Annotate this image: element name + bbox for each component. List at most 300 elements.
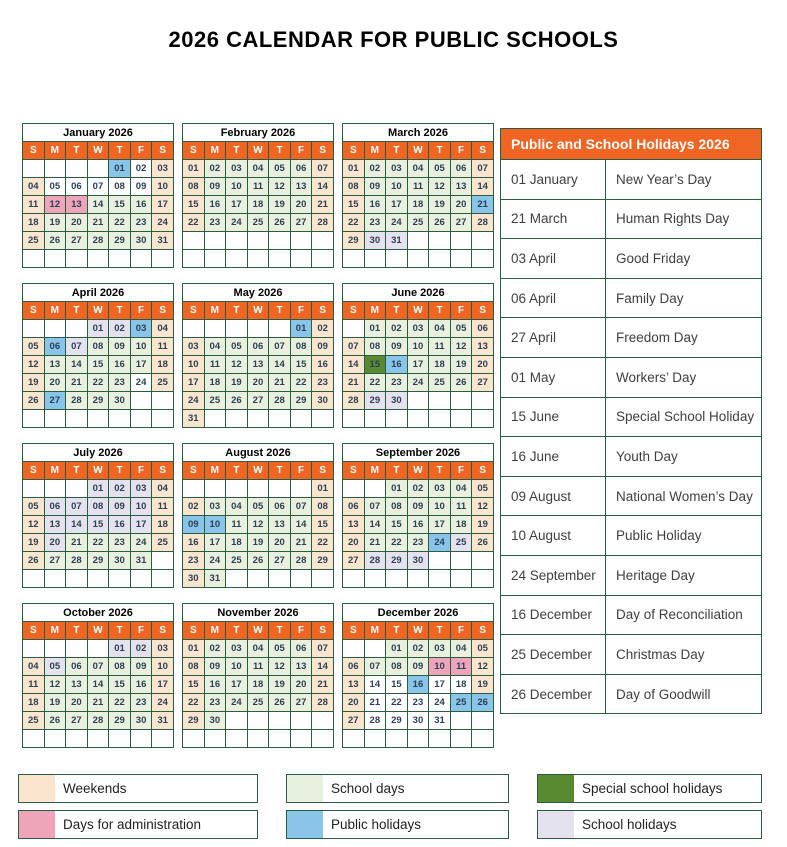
day-cell: 04: [152, 480, 174, 498]
holiday-row: [501, 436, 761, 476]
day-cell: 25: [226, 552, 248, 570]
empty-cell: [87, 250, 109, 268]
empty-cell: [450, 570, 472, 588]
holiday-row: [501, 199, 761, 239]
day-cell: 26: [269, 214, 291, 232]
empty-cell: [247, 730, 269, 748]
day-cell: 28: [312, 214, 334, 232]
day-cell: 23: [130, 214, 152, 232]
day-cell: 20: [343, 534, 365, 552]
weekday-header: S: [472, 622, 494, 640]
day-cell: 29: [290, 392, 312, 410]
empty-cell: [407, 570, 429, 588]
day-cell: 17: [183, 374, 205, 392]
weekday-header: M: [44, 622, 66, 640]
empty-cell: [450, 392, 472, 410]
empty-cell: [44, 320, 66, 338]
empty-cell: [429, 730, 451, 748]
day-cell: 23: [204, 214, 226, 232]
empty-cell: [290, 480, 312, 498]
month-november: [182, 603, 334, 748]
day-cell: 29: [386, 552, 408, 570]
day-cell: 18: [247, 676, 269, 694]
day-cell: 12: [247, 516, 269, 534]
day-cell: 19: [472, 676, 494, 694]
legend-swatch: [538, 775, 574, 802]
day-cell: 14: [66, 356, 88, 374]
day-cell: 21: [312, 676, 334, 694]
day-cell: 14: [66, 516, 88, 534]
holiday-date: 26 December: [501, 675, 606, 714]
day-cell: 23: [109, 374, 131, 392]
weekday-header: T: [226, 302, 248, 320]
weekday-header: W: [247, 462, 269, 480]
day-cell: 27: [290, 694, 312, 712]
day-cell: 09: [130, 178, 152, 196]
empty-cell: [109, 410, 131, 428]
weekday-header: T: [429, 142, 451, 160]
day-cell: 24: [130, 374, 152, 392]
day-cell: 01: [290, 320, 312, 338]
empty-cell: [364, 250, 386, 268]
day-cell: 20: [472, 356, 494, 374]
weekday-header: W: [247, 142, 269, 160]
empty-cell: [130, 410, 152, 428]
weekday-header: M: [44, 462, 66, 480]
empty-cell: [66, 410, 88, 428]
day-cell: 03: [204, 498, 226, 516]
day-cell: 31: [429, 712, 451, 730]
weekday-header: T: [269, 302, 291, 320]
holiday-name: Freedom Day: [616, 330, 698, 346]
holiday-row: [501, 159, 761, 199]
weekday-header: F: [290, 622, 312, 640]
day-cell: 02: [130, 160, 152, 178]
day-cell: 10: [130, 498, 152, 516]
day-cell: 25: [152, 374, 174, 392]
holiday-name: Heritage Day: [616, 567, 695, 583]
holiday-name: Day of Reconciliation: [616, 607, 743, 623]
empty-cell: [269, 570, 291, 588]
day-cell: 02: [204, 160, 226, 178]
day-cell: 25: [450, 694, 472, 712]
weekday-header: S: [472, 462, 494, 480]
months-grid: [22, 123, 494, 748]
day-cell: 31: [130, 552, 152, 570]
empty-cell: [87, 730, 109, 748]
day-cell: 10: [152, 178, 174, 196]
month-title: July 2026: [23, 444, 174, 462]
day-cell: 20: [66, 694, 88, 712]
day-cell: 28: [364, 552, 386, 570]
day-cell: 19: [23, 374, 45, 392]
day-cell: 13: [66, 196, 88, 214]
day-cell: 31: [152, 712, 174, 730]
day-cell: 03: [130, 320, 152, 338]
month-january: [22, 123, 174, 268]
day-cell: 18: [407, 196, 429, 214]
weekday-header: T: [269, 622, 291, 640]
day-cell: 04: [226, 498, 248, 516]
empty-cell: [226, 480, 248, 498]
day-cell: 29: [364, 392, 386, 410]
empty-cell: [407, 392, 429, 410]
day-cell: 15: [87, 356, 109, 374]
day-cell: 26: [429, 214, 451, 232]
day-cell: 05: [226, 338, 248, 356]
day-cell: 20: [450, 196, 472, 214]
day-cell: 19: [429, 196, 451, 214]
day-cell: 23: [407, 534, 429, 552]
day-cell: 15: [386, 676, 408, 694]
empty-cell: [44, 250, 66, 268]
empty-cell: [44, 160, 66, 178]
day-cell: 01: [87, 480, 109, 498]
day-cell: 16: [204, 196, 226, 214]
empty-cell: [290, 250, 312, 268]
holiday-name: Family Day: [616, 290, 684, 306]
day-cell: 27: [269, 552, 291, 570]
month-title: December 2026: [343, 604, 494, 622]
weekday-header: M: [204, 462, 226, 480]
empty-cell: [450, 552, 472, 570]
month-september: [342, 443, 494, 588]
day-cell: 15: [109, 676, 131, 694]
day-cell: 25: [429, 374, 451, 392]
day-cell: 30: [364, 232, 386, 250]
day-cell: 05: [472, 480, 494, 498]
month-may: [182, 283, 334, 428]
legend-item-days-for-administration: [18, 810, 258, 839]
day-cell: 04: [204, 338, 226, 356]
day-cell: 19: [269, 676, 291, 694]
day-cell: 27: [343, 712, 365, 730]
day-cell: 08: [386, 658, 408, 676]
day-cell: 12: [472, 498, 494, 516]
empty-cell: [429, 570, 451, 588]
day-cell: 17: [152, 676, 174, 694]
empty-cell: [429, 232, 451, 250]
day-cell: 25: [247, 214, 269, 232]
weekday-header: F: [290, 302, 312, 320]
empty-cell: [87, 410, 109, 428]
empty-cell: [450, 712, 472, 730]
day-cell: 19: [226, 374, 248, 392]
empty-cell: [66, 250, 88, 268]
day-cell: 29: [109, 232, 131, 250]
day-cell: 08: [312, 498, 334, 516]
holiday-row: [501, 476, 761, 516]
weekday-header: T: [109, 302, 131, 320]
legend-item-school-holidays: [537, 810, 762, 839]
empty-cell: [386, 410, 408, 428]
empty-cell: [109, 570, 131, 588]
day-cell: 29: [183, 712, 205, 730]
day-cell: 11: [407, 178, 429, 196]
empty-cell: [66, 570, 88, 588]
weekday-header: T: [66, 142, 88, 160]
day-cell: 17: [226, 676, 248, 694]
day-cell: 13: [290, 658, 312, 676]
day-cell: 13: [44, 356, 66, 374]
day-cell: 17: [429, 516, 451, 534]
day-cell: 02: [407, 480, 429, 498]
empty-cell: [247, 232, 269, 250]
day-cell: 27: [247, 392, 269, 410]
day-cell: 06: [247, 338, 269, 356]
holiday-row: [501, 634, 761, 674]
day-cell: 29: [343, 232, 365, 250]
day-cell: 07: [66, 338, 88, 356]
empty-cell: [23, 640, 45, 658]
weekday-header: S: [23, 302, 45, 320]
day-cell: 01: [364, 320, 386, 338]
day-cell: 10: [226, 658, 248, 676]
day-cell: 13: [269, 516, 291, 534]
day-cell: 08: [183, 178, 205, 196]
day-cell: 07: [269, 338, 291, 356]
day-cell: 28: [472, 214, 494, 232]
empty-cell: [312, 250, 334, 268]
empty-cell: [87, 640, 109, 658]
day-cell: 22: [183, 214, 205, 232]
empty-cell: [312, 410, 334, 428]
day-cell: 28: [66, 552, 88, 570]
weekday-header: W: [407, 622, 429, 640]
day-cell: 13: [450, 178, 472, 196]
empty-cell: [386, 250, 408, 268]
day-cell: 05: [23, 498, 45, 516]
day-cell: 25: [204, 392, 226, 410]
day-cell: 11: [23, 676, 45, 694]
holiday-row: [501, 238, 761, 278]
day-cell: 07: [66, 498, 88, 516]
day-cell: 07: [312, 640, 334, 658]
empty-cell: [183, 250, 205, 268]
weekday-header: F: [450, 302, 472, 320]
day-cell: 09: [364, 178, 386, 196]
empty-cell: [152, 250, 174, 268]
weekday-header: S: [472, 142, 494, 160]
month-title: September 2026: [343, 444, 494, 462]
day-cell: 05: [269, 160, 291, 178]
day-cell: 20: [343, 694, 365, 712]
weekday-header: S: [312, 462, 334, 480]
empty-cell: [44, 480, 66, 498]
day-cell: 30: [130, 712, 152, 730]
day-cell: 01: [109, 640, 131, 658]
month-october: [22, 603, 174, 748]
day-cell: 26: [450, 374, 472, 392]
weekday-header: S: [183, 302, 205, 320]
weekday-header: S: [343, 622, 365, 640]
day-cell: 22: [183, 694, 205, 712]
day-cell: 17: [429, 676, 451, 694]
weekday-header: T: [66, 622, 88, 640]
empty-cell: [247, 480, 269, 498]
empty-cell: [343, 250, 365, 268]
day-cell: 15: [109, 196, 131, 214]
weekday-header: W: [247, 622, 269, 640]
weekday-header: M: [364, 622, 386, 640]
day-cell: 16: [386, 356, 408, 374]
weekday-header: S: [343, 142, 365, 160]
day-cell: 24: [204, 552, 226, 570]
empty-cell: [66, 730, 88, 748]
day-cell: 21: [364, 534, 386, 552]
empty-cell: [343, 410, 365, 428]
empty-cell: [44, 570, 66, 588]
day-cell: 28: [343, 392, 365, 410]
day-cell: 12: [226, 356, 248, 374]
day-cell: 07: [312, 160, 334, 178]
holiday-name: Day of Goodwill: [616, 686, 711, 702]
day-cell: 09: [312, 338, 334, 356]
empty-cell: [472, 410, 494, 428]
day-cell: 14: [87, 676, 109, 694]
holiday-name: Workers’ Day: [616, 369, 697, 385]
empty-cell: [343, 320, 365, 338]
empty-cell: [152, 410, 174, 428]
day-cell: 18: [429, 356, 451, 374]
holiday-row: [501, 397, 761, 437]
day-cell: 28: [312, 694, 334, 712]
holiday-row: [501, 595, 761, 635]
day-cell: 02: [364, 160, 386, 178]
day-cell: 26: [44, 712, 66, 730]
day-cell: 12: [269, 178, 291, 196]
legend-label: Special school holidays: [582, 781, 723, 796]
day-cell: 27: [290, 214, 312, 232]
day-cell: 19: [44, 214, 66, 232]
day-cell: 12: [472, 658, 494, 676]
day-cell: 17: [386, 196, 408, 214]
empty-cell: [386, 570, 408, 588]
empty-cell: [386, 730, 408, 748]
day-cell: 30: [204, 712, 226, 730]
day-cell: 08: [290, 338, 312, 356]
holiday-date: 01 January: [501, 160, 606, 199]
empty-cell: [407, 232, 429, 250]
day-cell: 06: [343, 658, 365, 676]
weekday-header: M: [364, 142, 386, 160]
day-cell: 23: [407, 694, 429, 712]
day-cell: 29: [386, 712, 408, 730]
holiday-date: 27 April: [501, 318, 606, 357]
empty-cell: [472, 712, 494, 730]
day-cell: 11: [23, 196, 45, 214]
day-cell: 10: [130, 338, 152, 356]
legend-item-weekends: [18, 774, 258, 803]
empty-cell: [23, 160, 45, 178]
weekday-header: T: [429, 622, 451, 640]
month-july: [22, 443, 174, 588]
day-cell: 10: [204, 516, 226, 534]
weekday-header: T: [109, 622, 131, 640]
weekday-header: F: [290, 462, 312, 480]
empty-cell: [204, 250, 226, 268]
day-cell: 22: [87, 374, 109, 392]
day-cell: 30: [312, 392, 334, 410]
empty-cell: [269, 320, 291, 338]
weekday-header: M: [204, 622, 226, 640]
holiday-name: National Women’s Day: [616, 488, 753, 504]
day-cell: 31: [204, 570, 226, 588]
day-cell: 04: [152, 320, 174, 338]
day-cell: 24: [130, 534, 152, 552]
day-cell: 18: [247, 196, 269, 214]
day-cell: 22: [87, 534, 109, 552]
month-title: May 2026: [183, 284, 334, 302]
day-cell: 02: [109, 320, 131, 338]
empty-cell: [450, 232, 472, 250]
empty-cell: [290, 730, 312, 748]
weekday-header: F: [290, 142, 312, 160]
day-cell: 31: [386, 232, 408, 250]
month-title: April 2026: [23, 284, 174, 302]
day-cell: 24: [429, 534, 451, 552]
day-cell: 26: [472, 694, 494, 712]
empty-cell: [429, 410, 451, 428]
day-cell: 03: [226, 160, 248, 178]
day-cell: 05: [44, 658, 66, 676]
empty-cell: [183, 232, 205, 250]
weekday-header: T: [429, 302, 451, 320]
day-cell: 03: [386, 160, 408, 178]
day-cell: 21: [66, 374, 88, 392]
empty-cell: [23, 410, 45, 428]
day-cell: 17: [130, 516, 152, 534]
day-cell: 08: [343, 178, 365, 196]
day-cell: 24: [407, 374, 429, 392]
day-cell: 29: [109, 712, 131, 730]
day-cell: 28: [269, 392, 291, 410]
day-cell: 06: [44, 498, 66, 516]
day-cell: 14: [472, 178, 494, 196]
weekday-header: T: [109, 142, 131, 160]
empty-cell: [472, 570, 494, 588]
day-cell: 10: [226, 178, 248, 196]
day-cell: 28: [66, 392, 88, 410]
weekday-header: S: [183, 142, 205, 160]
day-cell: 24: [152, 694, 174, 712]
day-cell: 08: [87, 338, 109, 356]
day-cell: 07: [343, 338, 365, 356]
empty-cell: [23, 320, 45, 338]
day-cell: 16: [407, 516, 429, 534]
day-cell: 18: [226, 534, 248, 552]
day-cell: 26: [23, 552, 45, 570]
holidays-table-header: Public and School Holidays 2026: [501, 129, 761, 159]
day-cell: 25: [23, 712, 45, 730]
day-cell: 12: [23, 516, 45, 534]
weekday-header: M: [364, 462, 386, 480]
empty-cell: [204, 730, 226, 748]
day-cell: 12: [44, 196, 66, 214]
empty-cell: [152, 570, 174, 588]
day-cell: 30: [407, 552, 429, 570]
empty-cell: [472, 552, 494, 570]
empty-cell: [87, 570, 109, 588]
day-cell: 04: [407, 160, 429, 178]
legend-label: School days: [331, 781, 405, 796]
holiday-date: 10 August: [501, 516, 606, 555]
day-cell: 14: [343, 356, 365, 374]
day-cell: 11: [429, 338, 451, 356]
day-cell: 14: [290, 516, 312, 534]
day-cell: 27: [44, 392, 66, 410]
weekday-header: W: [87, 622, 109, 640]
